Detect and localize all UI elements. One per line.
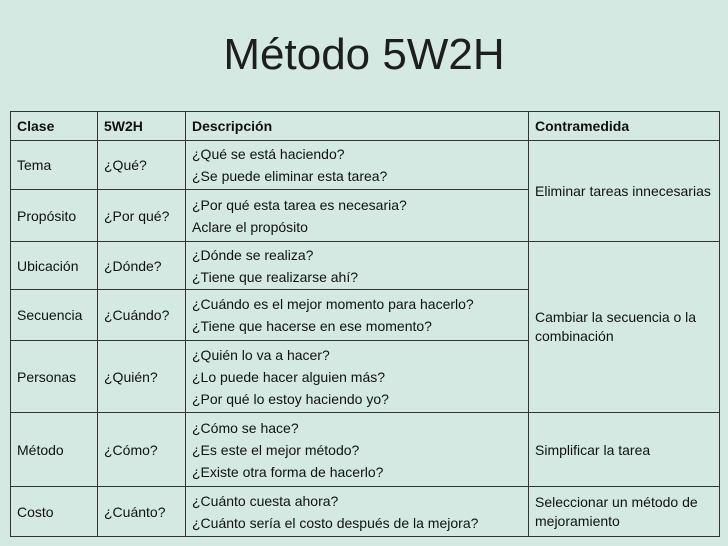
cell-5w2h: ¿Cuánto? (98, 487, 186, 537)
desc-line: ¿Tiene que hacerse en ese momento? (192, 318, 432, 334)
cell-clase: Tema (11, 141, 98, 190)
cell-clase: Propósito (11, 190, 98, 242)
header-clase: Clase (11, 112, 98, 141)
cell-descripcion (186, 413, 529, 487)
table-row (11, 242, 720, 290)
table-row (11, 141, 720, 190)
header-descripcion: Descripción (186, 112, 529, 141)
desc-line: ¿Cuánto sería el costo después de la mejora? (192, 514, 479, 531)
desc-line: ¿Cuánto cuesta ahora? (192, 492, 339, 509)
cell-descripcion (186, 242, 529, 290)
cell-descripcion (186, 487, 529, 537)
desc-line: ¿Quién lo va a hacer? (192, 346, 330, 363)
cell-contramedida: Seleccionar un método de mejoramiento (529, 487, 720, 537)
table-row (11, 487, 720, 537)
cell-contramedida: Simplificar la tarea (529, 413, 720, 487)
cell-descripcion (186, 341, 529, 413)
cell-clase: Costo (11, 487, 98, 537)
cell-contramedida: Cambiar la secuencia o la combinación (529, 242, 720, 413)
cell-clase: Personas (11, 341, 98, 413)
table-row (11, 413, 720, 487)
desc-line: ¿Cuándo es el mejor momento para hacerlo? (192, 296, 474, 312)
cell-descripcion (186, 190, 529, 242)
cell-5w2h: ¿Qué? (98, 141, 186, 190)
cell-5w2h: ¿Cuándo? (98, 290, 186, 341)
cell-5w2h: ¿Quién? (98, 341, 186, 413)
desc-line: ¿Tiene que realizarse ahí? (192, 268, 359, 285)
cell-descripcion (186, 290, 529, 341)
desc-line: ¿Existe otra forma de hacerlo? (192, 463, 384, 480)
desc-line: ¿Por qué esta tarea es necesaria? (192, 196, 407, 213)
5w2h-table (10, 111, 720, 537)
cell-descripcion (186, 141, 529, 190)
desc-line: Aclare el propósito (192, 218, 308, 235)
cell-5w2h: ¿Cómo? (98, 413, 186, 487)
cell-clase: Secuencia (11, 290, 98, 341)
header-row (11, 112, 720, 141)
desc-line: ¿Lo puede hacer alguien más? (192, 368, 386, 385)
page-title: Método 5W2H (223, 30, 505, 79)
desc-line: ¿Por qué lo estoy haciendo yo? (192, 390, 389, 407)
header-5w2h: 5W2H (98, 112, 186, 141)
desc-line: ¿Es este el mejor método? (192, 441, 360, 458)
cell-5w2h: ¿Dónde? (98, 242, 186, 290)
header-contramedida: Contramedida (529, 112, 720, 141)
desc-line: ¿Qué se está haciendo? (192, 146, 345, 162)
desc-line: ¿Se puede eliminar esta tarea? (192, 168, 388, 184)
cell-5w2h: ¿Por qué? (98, 190, 186, 242)
desc-line: ¿Dónde se realiza? (192, 246, 314, 263)
cell-clase: Ubicación (11, 242, 98, 290)
cell-clase: Método (11, 413, 98, 487)
desc-line: ¿Cómo se hace? (192, 419, 299, 436)
cell-contramedida: Eliminar tareas innecesarias (529, 141, 720, 242)
